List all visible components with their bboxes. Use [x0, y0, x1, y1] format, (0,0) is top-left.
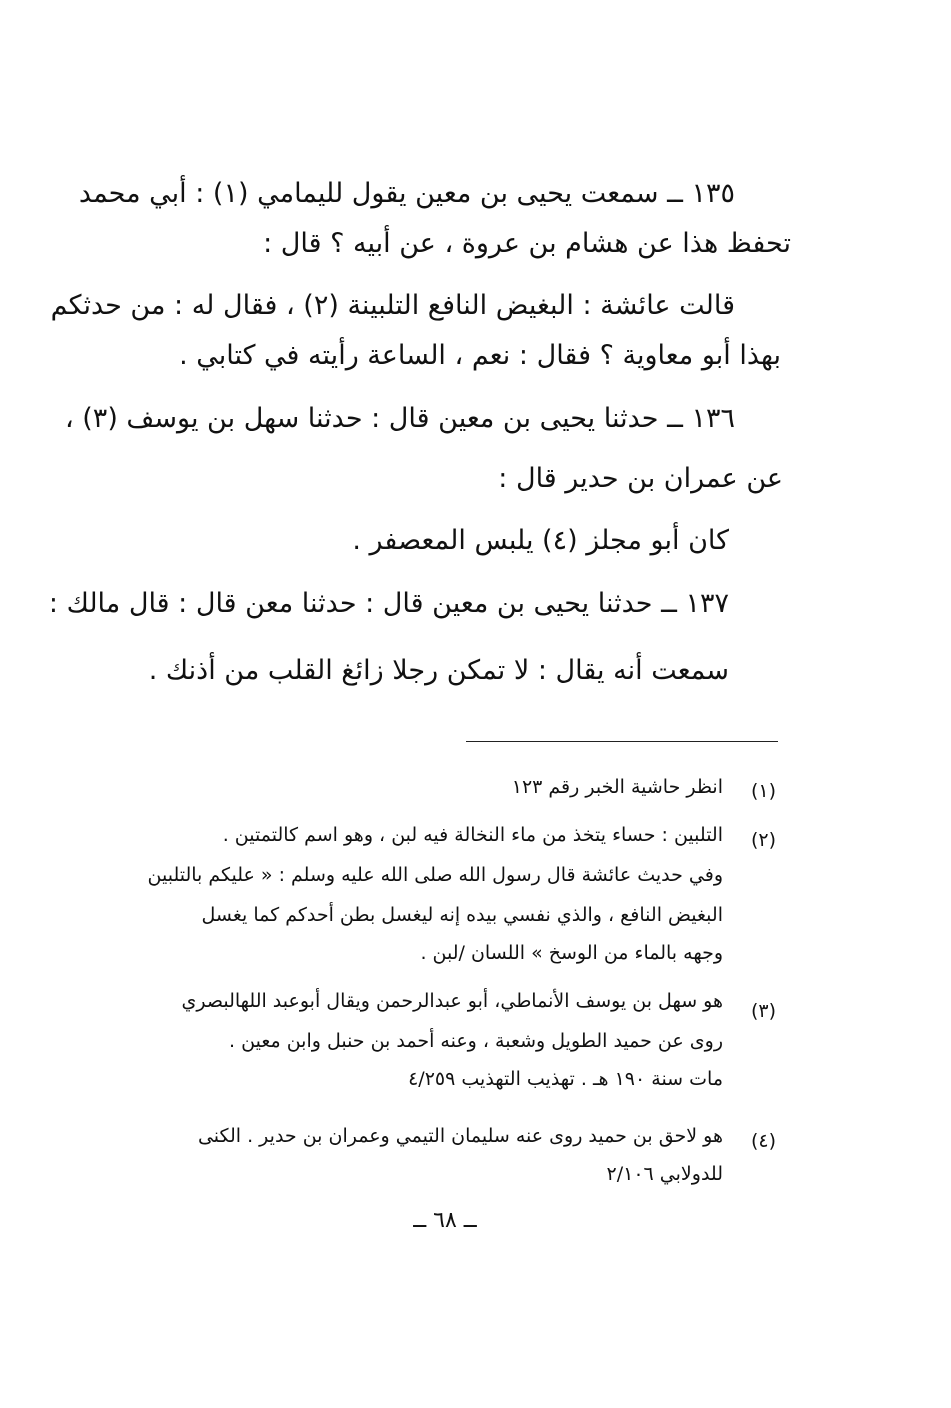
- footnote-2-line-3: البغيض النافع ، والذي نفسي بيده إنه ليغسل بطن أحدكم كما يغسل: [201, 904, 723, 926]
- hadith-136-line-1: ١٣٦ ــ حدثنا يحيى بن معين قال : حدثنا سهل بن يوسف (٣) ،: [64, 403, 735, 434]
- footnote-divider: [466, 741, 778, 742]
- page-number: ــ ٦٨ ــ: [413, 1208, 477, 1233]
- footnote-4-line-1: هو لاحق بن حميد روى عنه سليمان التيمي وعمران بن حدير . الكنى: [197, 1125, 723, 1147]
- hadith-135-line-1: ١٣٥ ــ سمعت يحيى بن معين يقول لليمامي (١) : أبي محمد: [78, 178, 735, 209]
- footnote-2-number: (٢): [750, 829, 776, 851]
- footnote-2-line-1: التلبين : حساء يتخذ من ماء النخالة فيه لبن ، وهو اسم كالتمتين .: [222, 824, 723, 846]
- footnote-4-line-2: للدولابي ٢/١٠٦: [606, 1163, 723, 1185]
- footnote-2-line-2: وفي حديث عائشة قال رسول الله صلى الله عليه وسلم : « عليكم بالتلبين: [147, 864, 723, 886]
- hadith-135-line-4: بهذا أبو معاوية ؟ فقال : نعم ، الساعة رأيته في كتابي .: [179, 340, 781, 371]
- hadith-136-line-3: كان أبو مجلز (٤) يلبس المعصفر .: [352, 525, 729, 556]
- footnote-1-number: (١): [750, 780, 776, 802]
- footnote-3-number: (٣): [750, 1000, 776, 1022]
- footnote-4-number: (٤): [750, 1130, 776, 1152]
- hadith-135-line-3: قالت عائشة : البغيض النافع التلبينة (٢) ، فقال له : من حدثكم: [50, 290, 735, 321]
- hadith-137-line-2: سمعت أنه يقال : لا تمكن رجلا زائغ القلب من أذنك .: [148, 655, 729, 686]
- footnote-3-line-2: روى عن حميد الطويل وشعبة ، وعنه أحمد بن حنبل وابن معين .: [229, 1030, 723, 1052]
- hadith-135-line-2: تحفظ هذا عن هشام بن عروة ، عن أبيه ؟ قال :: [263, 228, 791, 259]
- hadith-137-line-1: ١٣٧ ــ حدثنا يحيى بن معين قال : حدثنا معن قال : قال مالك :: [48, 588, 729, 619]
- footnote-3-line-1: هو سهل بن يوسف الأنماطي، أبو عبدالرحمن ويقال أبوعبد اللهالبصري: [181, 990, 723, 1012]
- footnote-2-line-4: وجهه بالماء من الوسخ » اللسان /لبن .: [420, 942, 723, 964]
- footnote-3-line-3: مات سنة ١٩٠ هـ . تهذيب التهذيب ٤/٢٥٩: [408, 1068, 723, 1090]
- footnote-1-line-1: انظر حاشية الخبر رقم ١٢٣: [511, 776, 723, 798]
- hadith-136-line-2: عن عمران بن حدير قال :: [498, 463, 783, 494]
